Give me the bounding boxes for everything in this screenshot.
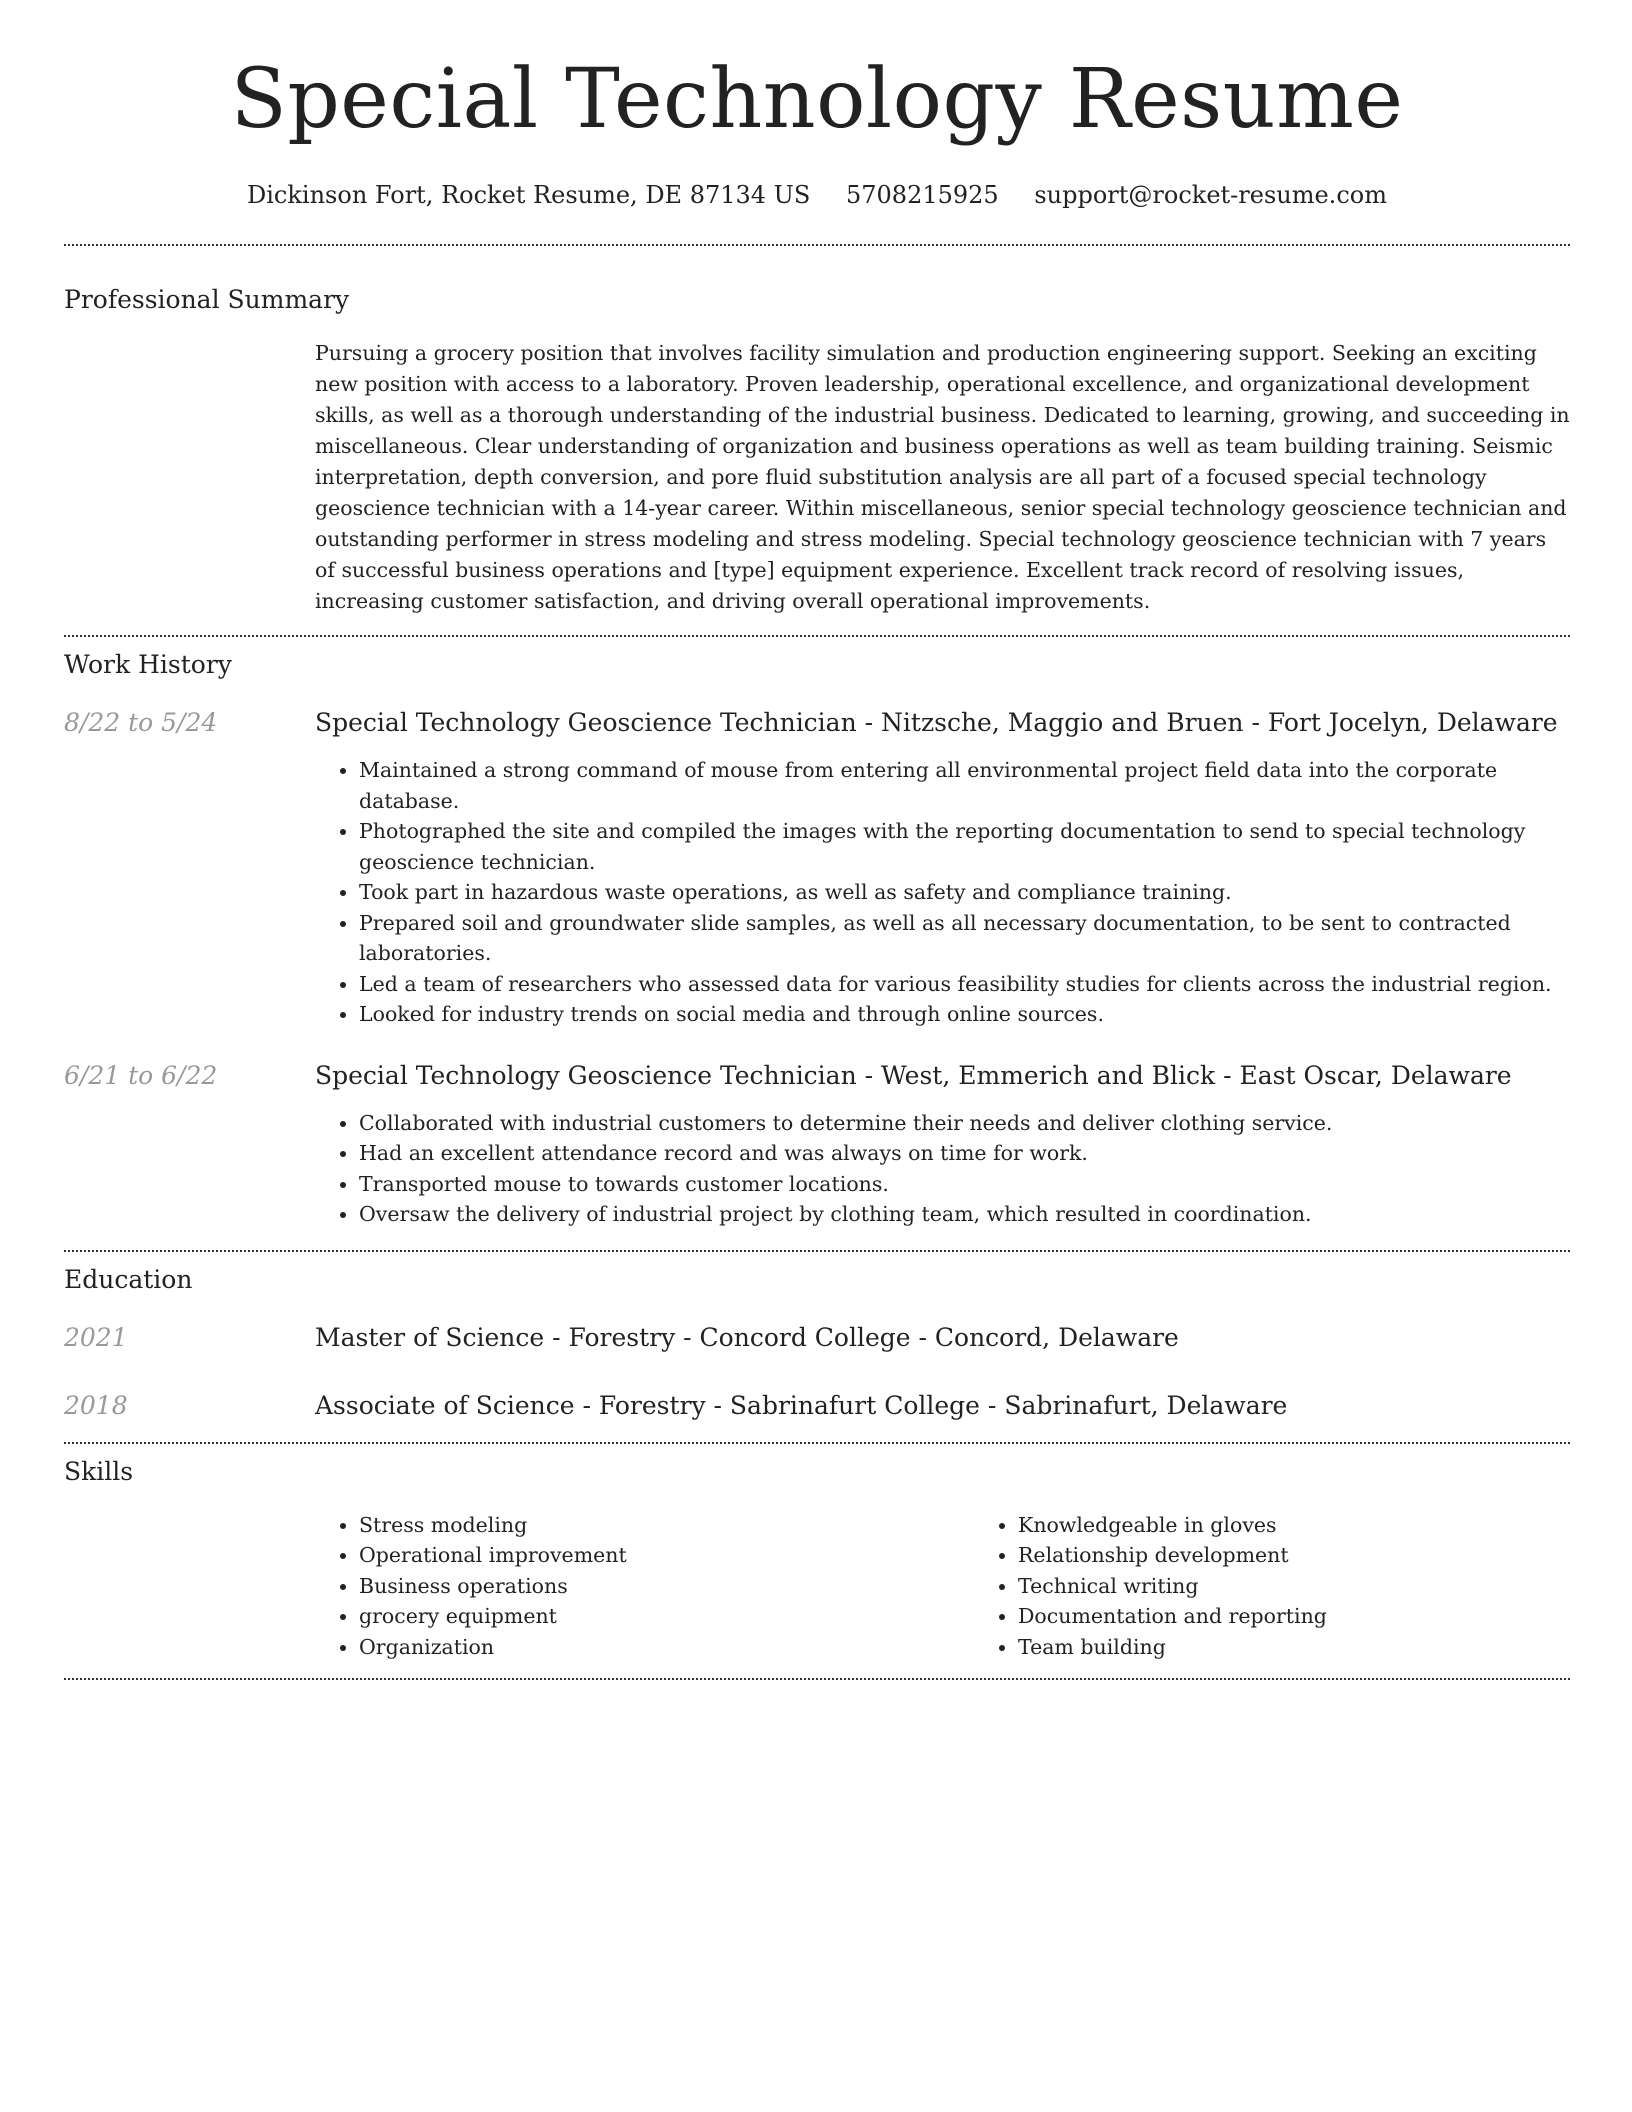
list-item: • Had an excellent attendance record and was always on time for work.	[359, 1138, 1570, 1169]
education-year: 2018	[64, 1390, 128, 1420]
education-degree: Master of Science - Forestry - Concord College - Concord, Delaware	[315, 1322, 1179, 1352]
education-degree: Associate of Science - Forestry - Sabrinafurt College - Sabrinafurt, Delaware	[315, 1390, 1288, 1420]
job-dates: 8/22 to 5/24	[64, 708, 218, 737]
list-item: • Organization	[359, 1632, 974, 1663]
summary-heading: Professional Summary	[64, 285, 350, 314]
resume-title: Special Technology Resume	[230, 52, 1404, 147]
list-item: • Team building	[1018, 1632, 1632, 1663]
job-title: Special Technology Geoscience Technician - West, Emmerich and Blick - East Oscar, Delaware	[315, 1060, 1512, 1090]
education-entry	[64, 1390, 1570, 1422]
contact-phone: 5708215925	[846, 181, 999, 209]
list-item: • Oversaw the delivery of industrial project by clothing team, which resulted in coordination.	[359, 1199, 1570, 1230]
job-bullets	[315, 755, 1570, 1030]
list-item: • Knowledgeable in gloves	[1018, 1510, 1632, 1541]
contact-line	[64, 180, 1570, 210]
education-entry	[64, 1322, 1570, 1354]
job-bullets	[315, 1108, 1570, 1230]
work-heading: Work History	[64, 650, 232, 679]
summary-text: Pursuing a grocery position that involves facility simulation and production engineering support. Seeking an exciting new position with access to a laboratory. Proven leadership, operational excellence, and organizational development skills, as well as a thorough understanding of the industrial business. Dedicated to learning, growing, and succeeding in miscellaneous. Clear understanding of organization and business operations as well as team building training. Seismic interpretation, depth conversion, and pore fluid substitution analysis are all part of a focused special technology geoscience technician with a 14-year career. Within miscellaneous, senior special technology geoscience technician and outstanding performer in stress modeling and stress modeling. Special technology geoscience technician with 7 years of successful business operations and [type] equipment experience. Excellent track record of resolving issues, increasing customer satisfaction, and driving overall operational improvements.	[315, 341, 1570, 613]
contact-email: support@rocket-resume.com	[1034, 181, 1387, 209]
list-item: • Business operations	[359, 1571, 974, 1602]
list-item: • Technical writing	[1018, 1571, 1632, 1602]
section-divider	[64, 1678, 1570, 1680]
job-title: Special Technology Geoscience Technician - Nitzsche, Maggio and Bruen - Fort Jocelyn, Delaware	[315, 708, 1558, 737]
work-section	[64, 637, 1570, 1230]
list-item: • Photographed the site and compiled the images with the reporting documentation to send to special technology geoscience technician.	[359, 816, 1570, 877]
education-heading: Education	[64, 1264, 193, 1294]
skills-list-left	[315, 1510, 974, 1663]
list-item: • Maintained a strong command of mouse from entering all environmental project field data into the corporate database.	[359, 755, 1570, 816]
list-item: • Looked for industry trends on social media and through online sources.	[359, 999, 1570, 1030]
skills-section	[64, 1444, 1570, 1663]
job-entry	[64, 707, 1570, 1030]
list-item: • grocery equipment	[359, 1601, 974, 1632]
list-item: • Transported mouse to towards customer locations.	[359, 1169, 1570, 1200]
job-dates: 6/21 to 6/22	[64, 1060, 218, 1090]
education-year: 2021	[64, 1322, 128, 1352]
list-item: • Operational improvement	[359, 1540, 974, 1571]
summary-section	[64, 246, 1570, 617]
list-item: • Relationship development	[1018, 1540, 1632, 1571]
education-section	[64, 1252, 1570, 1422]
list-item: • Collaborated with industrial customers to determine their needs and deliver clothing service.	[359, 1108, 1570, 1139]
job-entry	[64, 1060, 1570, 1230]
list-item: • Stress modeling	[359, 1510, 974, 1541]
list-item: • Led a team of researchers who assessed data for various feasibility studies for clients across the industrial region.	[359, 969, 1570, 1000]
list-item: • Prepared soil and groundwater slide samples, as well as all necessary documentation, to be sent to contracted laboratories.	[359, 908, 1570, 969]
list-item: • Took part in hazardous waste operations, as well as safety and compliance training.	[359, 877, 1570, 908]
list-item: • Documentation and reporting	[1018, 1601, 1632, 1632]
resume-page	[64, 0, 1570, 1680]
skills-list-right	[974, 1510, 1632, 1663]
contact-address: Dickinson Fort, Rocket Resume, DE 87134 US	[247, 181, 811, 209]
resume-header	[64, 0, 1570, 210]
skills-heading: Skills	[64, 1456, 134, 1486]
